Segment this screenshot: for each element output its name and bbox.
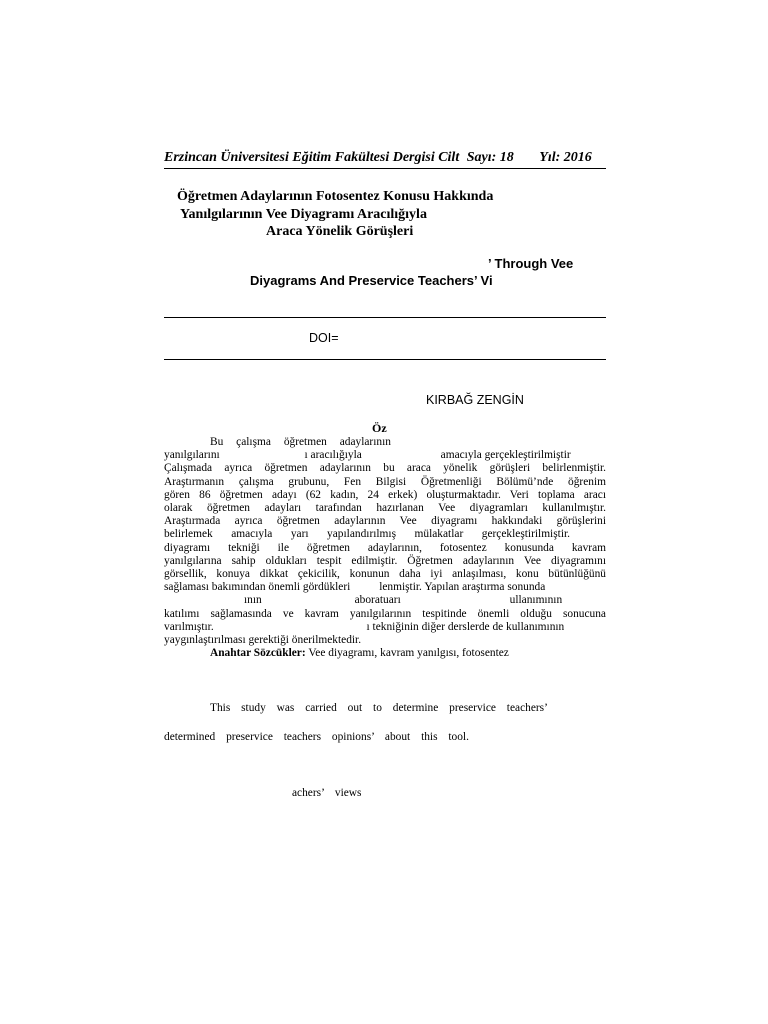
title-en-line-1: ’ Through Vee	[488, 256, 574, 271]
abstract-tr-line-2: yanılgılarını ı aracılığıyla amacıyla gerçekleştirilmiştir	[164, 449, 571, 462]
abstract-tr	[164, 436, 606, 660]
doi-bottom-rule	[164, 359, 606, 360]
abstract-tr-line-12: sağlaması bakımından önemli gördükleri lenmiştir. Yapılan araştırma sonunda	[164, 581, 546, 594]
journal-issue: Sayı: 18	[466, 150, 514, 165]
keywords-line	[164, 647, 606, 660]
journal-year: Yıl: 2016	[539, 150, 592, 165]
doi-label: DOI=	[309, 331, 339, 345]
journal-name: Erzincan Üniversitesi Eğitim Fakültesi Dergisi Cilt	[164, 150, 460, 165]
abstract-tr-line-10: yanılgılarına sahip oldukları tespit edilmiştir. Öğretmen adaylarının Vee diyagramını	[164, 554, 606, 567]
author-name: KIRBAĞ ZENGİN	[426, 393, 524, 407]
abstract-tr-line-4: Araştırmanın çalışma grubunu, Fen Bilgisi Öğretmenliği Bölümü’nde öğrenim	[164, 475, 606, 488]
abstract-en-line-3: achers’ views	[292, 787, 362, 799]
abstract-en-line-2: determined preservice teachers opinions’ about this tool.	[164, 731, 469, 743]
doi-top-rule	[164, 317, 606, 318]
title-en-line-2: Diyagrams And Preservice Teachers’ Vi	[250, 273, 493, 288]
journal-header	[164, 150, 592, 166]
title-tr-line-2: Yanılgılarının Vee Diyagramı Aracılığıyla	[180, 207, 427, 222]
header-rule	[164, 168, 606, 169]
abstract-tr-line-9: diyagramı tekniği ile öğretmen adaylarının, fotosentez konusunda kavram	[164, 541, 606, 554]
abstract-en-line-1: This study was carried out to determine preservice teachers’	[210, 702, 548, 714]
abstract-heading: Öz	[372, 421, 387, 435]
abstract-tr-line-15: varılmıştır. ı tekniğinin diğer derslerde de kullanımının	[164, 620, 565, 633]
abstract-tr-line-16: yaygınlaştırılması gerektiği önerilmektedir.	[164, 634, 362, 647]
abstract-tr-line-6: olarak öğretmen adayları tarafından hazırlanan Vee diyagramları kullanılmıştır.	[164, 502, 606, 515]
abstract-tr-line-3: Çalışmada ayrıca öğretmen adaylarının bu araca yönelik görüşleri belirlenmiştir.	[164, 462, 606, 475]
abstract-tr-line-13: ının aboratuarı ullanımının	[244, 594, 563, 607]
abstract-tr-line-8: belirlemek amacıyla yarı yapılandırılmış mülakatlar gerçekleştirilmiştir.	[164, 528, 570, 541]
keywords-value: Vee diyagramı, kavram yanılgısı, fotosentez	[308, 647, 509, 660]
abstract-tr-line-14: katılımı sağlamasında ve kavram yanılgılarının tespitinde önemli olduğu sonucuna	[164, 607, 606, 620]
title-tr-line-3: Araca Yönelik Görüşleri	[266, 224, 414, 239]
keywords-label: Anahtar Sözcükler:	[210, 647, 306, 660]
title-tr-line-1: Öğretmen Adaylarının Fotosentez Konusu Hakkında	[177, 189, 494, 204]
abstract-tr-line-1: Bu çalışma öğretmen adaylarının	[210, 436, 391, 448]
abstract-tr-line-5: gören 86 öğretmen adayı (62 kadın, 24 erkek) oluşturmaktadır. Veri toplama aracı	[164, 488, 606, 501]
abstract-tr-line-11: görsellik, konuya dikkat çekicilik, konunun daha iyi anlaşılması, konu bütünlüğünü	[164, 568, 606, 581]
abstract-tr-line-7: Araştırmada ayrıca öğretmen adaylarının Vee diyagramı hakkındaki görüşlerini	[164, 515, 606, 528]
